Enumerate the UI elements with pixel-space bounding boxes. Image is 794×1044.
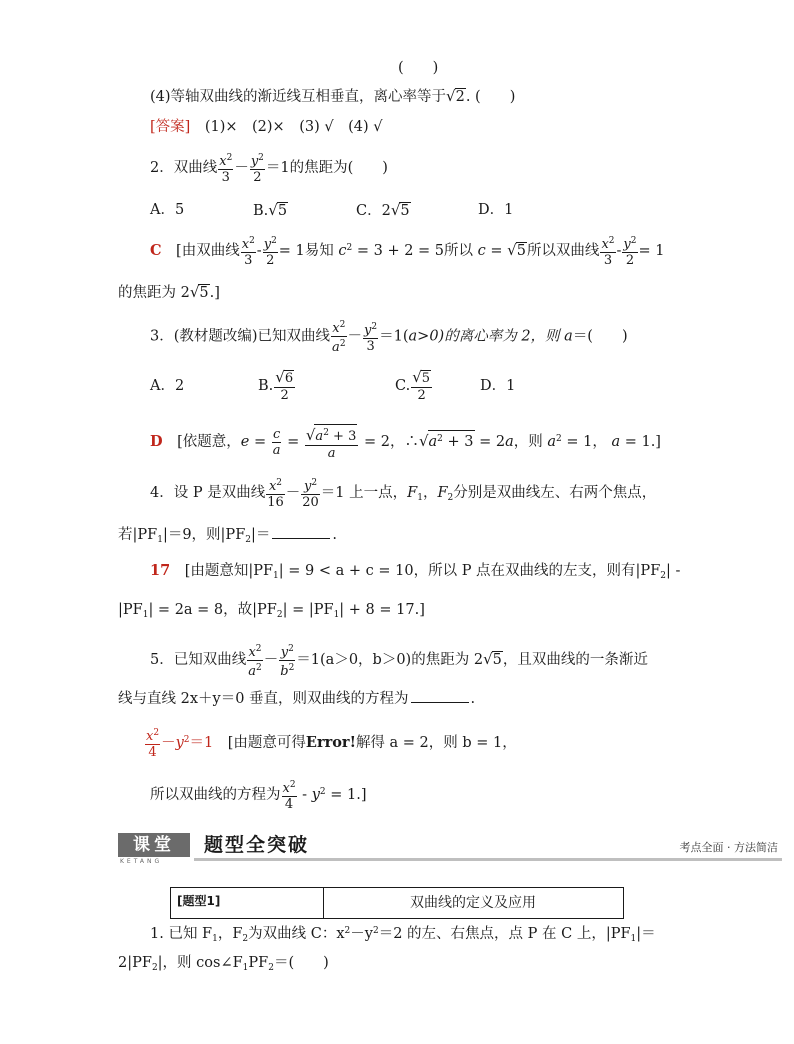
answer-blank bbox=[272, 526, 330, 539]
section-divider bbox=[194, 858, 782, 861]
problem-1: 1. 已知 $F_1$，$F_2$为双曲线 C：$x^2-y^2=2$ 的左、右焦点，点 P 在 C 上，$|PF_1|=$ bbox=[150, 926, 656, 944]
answer-5: $\frac{x^2}{4}$ $-y^2=1$ [由题意可得Error!解得 a = 2，则 b = 1， bbox=[146, 728, 517, 760]
q2-option-a: A．5 bbox=[150, 202, 185, 218]
section-tag-sub: KETANG bbox=[120, 858, 163, 865]
type-label: [题型1] bbox=[177, 894, 221, 908]
answer-items: (1)× (2)× (3) √ (4) √ bbox=[204, 119, 383, 135]
question-2: 2．双曲线 $\frac{x^2}{3}$ － $\frac{y^2}{2}$ ＝1的焦距为( ) bbox=[150, 153, 388, 185]
answer-4: 17 [由题意知$|PF_1| = 9 < a + c = 10$，所以 P 点在双曲线的左支，则有$|PF_2|$ - bbox=[150, 562, 681, 581]
q3-option-b: B. $\frac{√6}{2}$ bbox=[258, 367, 294, 403]
problem-1-line2: $2|PF_2|$，则 $\cos\angle F_1PF_2=$( ) bbox=[118, 955, 329, 973]
type-label-cell bbox=[171, 888, 324, 918]
answer-4-number: 17 bbox=[150, 562, 171, 579]
q3-option-d: D．1 bbox=[480, 378, 516, 394]
q3-text: 3．(教材题改编)已知双曲线 bbox=[150, 328, 331, 345]
type-title: 双曲线的定义及应用 bbox=[410, 895, 536, 911]
q2-option-b: B.√5 bbox=[253, 201, 288, 219]
section-title: 题型全突破 bbox=[204, 834, 310, 856]
type-box bbox=[170, 887, 624, 919]
question-4-line2: 若$|PF_1|=9$，则$|PF_2|=$ . bbox=[118, 527, 337, 545]
question-1-4: (4)等轴双曲线的渐近线互相垂直，离心率等于√2. ( ) bbox=[150, 87, 516, 105]
q2-text: 2．双曲线 bbox=[150, 160, 218, 176]
q3-option-c: C. $\frac{√5}{2}$ bbox=[395, 367, 431, 403]
answer-1 bbox=[150, 117, 382, 137]
question-3: 3．(教材题改编)已知双曲线 $\frac{x^2}{a^2}$ － $\frac{y^2}{3}$ ＝1(a>0)的离心率为 2，则 a＝( ) bbox=[150, 320, 628, 355]
answer-3-letter: D bbox=[150, 433, 163, 450]
question-5-line2: 线与直线 2x＋y＝0 垂直，则双曲线的方程为 . bbox=[118, 691, 476, 707]
answer-4-line2: $|PF_1| = 2a = 8$，故$|PF_2| = |PF_1| + 8 = 17$.] bbox=[118, 602, 425, 620]
answer-blank-5 bbox=[411, 690, 469, 703]
error-text: Error! bbox=[305, 734, 356, 751]
answer-2: C [由双曲线 $\frac{x^2}{3}$ - $\frac{y^2}{2}$ = 1易知 $c^2 = 3 + 2 = 5$所以 c = √5所以双曲线 $\frac{x^2}{3}$ - $\frac{y^2}{2}$ = 1 bbox=[150, 236, 665, 268]
answer-2-letter: C bbox=[150, 242, 162, 259]
answer-3: D [依题意，e = $\frac{c}{a}$ = $\frac{√a^2 + 3}{a}$ = 2，$\therefore√a^2 + 3 = 2a$，则 $a^2 = 1$， a = 1.] bbox=[150, 425, 661, 461]
q1-4-text: (4)等轴双曲线的渐近线互相垂直，离心率等于 bbox=[150, 89, 447, 105]
section-tag: 课堂 bbox=[118, 833, 190, 857]
section-banner bbox=[118, 833, 782, 865]
q2-end: ＝1的焦距为( ) bbox=[265, 160, 388, 176]
question-4: 4．设 P 是双曲线 $\frac{x^2}{16}$ － $\frac{y^2}{20}$ ＝1 上一点，$F_1$，$F_2$分别是双曲线左、右两个焦点， bbox=[150, 478, 657, 510]
answer-2-line2: 的焦距为 2√5.] bbox=[118, 283, 220, 301]
q3-option-a: A．2 bbox=[150, 378, 185, 394]
section-slogan: 考点全面 · 方法简洁 bbox=[679, 841, 778, 854]
answer-paren: ( ) bbox=[398, 60, 439, 76]
sqrt2: 2 bbox=[455, 89, 465, 105]
answer-5-line2: 所以双曲线的方程为 $\frac{x^2}{4}$ - $y^2 = 1$.] bbox=[150, 780, 367, 812]
answer-label: [答案] bbox=[150, 119, 191, 135]
q2-option-d: D．1 bbox=[478, 202, 514, 218]
question-5: 5．已知双曲线 $\frac{x^2}{a^2}$ － $\frac{y^2}{b^2}$ ＝1(a＞0，b＞0)的焦距为 2√5，且双曲线的一条渐近 bbox=[150, 643, 648, 679]
q2-option-c: C．2√5 bbox=[356, 201, 410, 219]
q1-4-tail: . ( ) bbox=[465, 89, 516, 105]
